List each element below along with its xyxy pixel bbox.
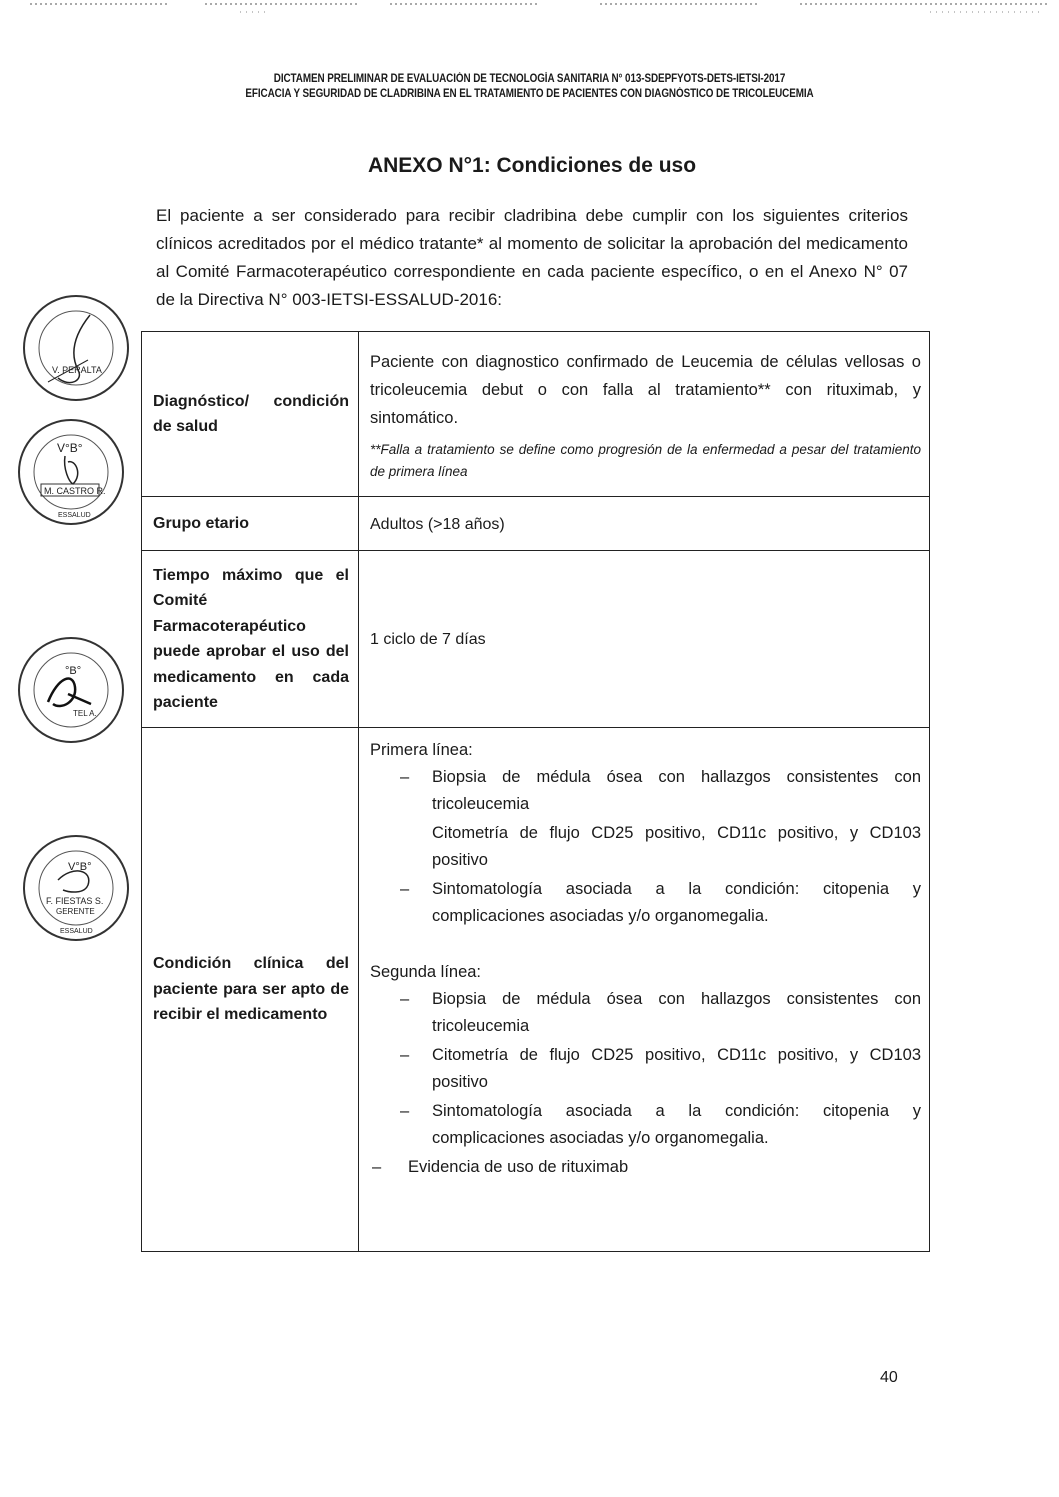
row-value-max-time: 1 ciclo de 7 días [359, 551, 930, 728]
list-item: – Citometría de flujo CD25 positivo, CD11c positivo, y CD103 positivo [400, 1046, 921, 1091]
conditions-table [141, 331, 930, 1252]
svg-text:V°B°: V°B° [68, 861, 92, 873]
header-line-1: DICTAMEN PRELIMINAR DE EVALUACIÓN DE TECNOLOGÍA SANITARIA N° 013-SDEPFYOTS-DETS-IETSI-2017 [273, 73, 786, 85]
diagnosis-footnote: **Falla a tratamiento se define como progresión de la enfermedad a pesar del tratamiento de primera línea [370, 441, 921, 479]
intro-text: El paciente a ser considerado para recibir cladribina debe cumplir con los siguientes criterios clínicos acreditados por el médico tratante* al momento de solicitar la aprobación del medicamento al Comité Farmacoterapéutico correspondiente en cada paciente específico, o en el Anexo N° 07 de la Directiva N° 003-IETSI-ESSALUD-2016: [156, 206, 908, 309]
diagnosis-text: Paciente con diagnostico confirmado de Leucemia de células vellosas o tricoleucemia debut o con falla al tratamiento** con rituximab, y sintomático. [370, 352, 921, 427]
svg-text:F. FIESTAS S.: F. FIESTAS S. [46, 896, 104, 906]
row-value-diagnosis [359, 332, 930, 497]
first-line-title: Primera línea: [370, 741, 473, 759]
row-label-age-group: Grupo etario [142, 497, 359, 551]
list-item: – Sintomatología asociada a la condición: citopenia y complicaciones asociadas y/o organomegalia. [400, 1102, 921, 1147]
table-row-clinical-condition [142, 728, 930, 1252]
approval-stamp-4 [18, 830, 134, 946]
row-label-max-time: Tiempo máximo que el Comité Farmacoterapéutico puede aprobar el uso del medicamento en cada paciente [142, 551, 359, 728]
second-line-title: Segunda línea: [370, 963, 482, 981]
document-header [0, 72, 1059, 102]
svg-text:GERENTE: GERENTE [56, 907, 95, 916]
approval-stamp-3 [13, 632, 129, 748]
annex-title: ANEXO N°1: Condiciones de uso [367, 154, 697, 177]
table-row-max-time [142, 551, 930, 728]
svg-text:V°B°: V°B° [57, 441, 83, 455]
approval-stamp-1 [18, 290, 134, 406]
table-row-diagnosis [142, 332, 930, 497]
svg-text:ESSALUD: ESSALUD [60, 928, 93, 935]
list-item: – Biopsia de médula ósea con hallazgos consistentes con tricoleucemia [400, 990, 921, 1035]
intro-paragraph [156, 202, 908, 314]
table-row-age-group [142, 497, 930, 551]
first-line-list [370, 764, 921, 930]
row-label-clinical-condition: Condición clínica del paciente para ser apto de recibir el medicamento [142, 728, 359, 1252]
header-line-2: EFICACIA Y SEGURIDAD DE CLADRIBINA EN EL TRATAMIENTO DE PACIENTES CON DIAGNÓSTICO DE TRICOLEUCEMIA [245, 88, 814, 100]
svg-text:°B°: °B° [65, 665, 82, 677]
row-value-clinical-condition [359, 728, 930, 1252]
svg-text:V. PERALTA: V. PERALTA [52, 365, 102, 375]
scan-edge-artifact [0, 0, 1059, 14]
second-line-list [370, 986, 921, 1152]
page-number: 40 [880, 1369, 898, 1386]
list-item: – Sintomatología asociada a la condición: citopenia y complicaciones asociadas y/o organomegalia. [400, 880, 921, 925]
list-item: – Biopsia de médula ósea con hallazgos consistentes con tricoleucemia [400, 768, 921, 813]
row-label-diagnosis: Diagnóstico/ condición de salud [142, 332, 359, 497]
row-value-age-group: Adultos (>18 años) [359, 497, 930, 551]
rituximab-evidence-item: – Evidencia de uso de rituximab [372, 1158, 629, 1176]
approval-stamp-2 [13, 414, 129, 530]
svg-text:ESSALUD: ESSALUD [58, 512, 91, 519]
list-item: Citometría de flujo CD25 positivo, CD11c positivo, y CD103 positivo [432, 824, 921, 869]
svg-text:TEL A.: TEL A. [73, 709, 97, 718]
svg-text:M. CASTRO R.: M. CASTRO R. [44, 486, 106, 496]
